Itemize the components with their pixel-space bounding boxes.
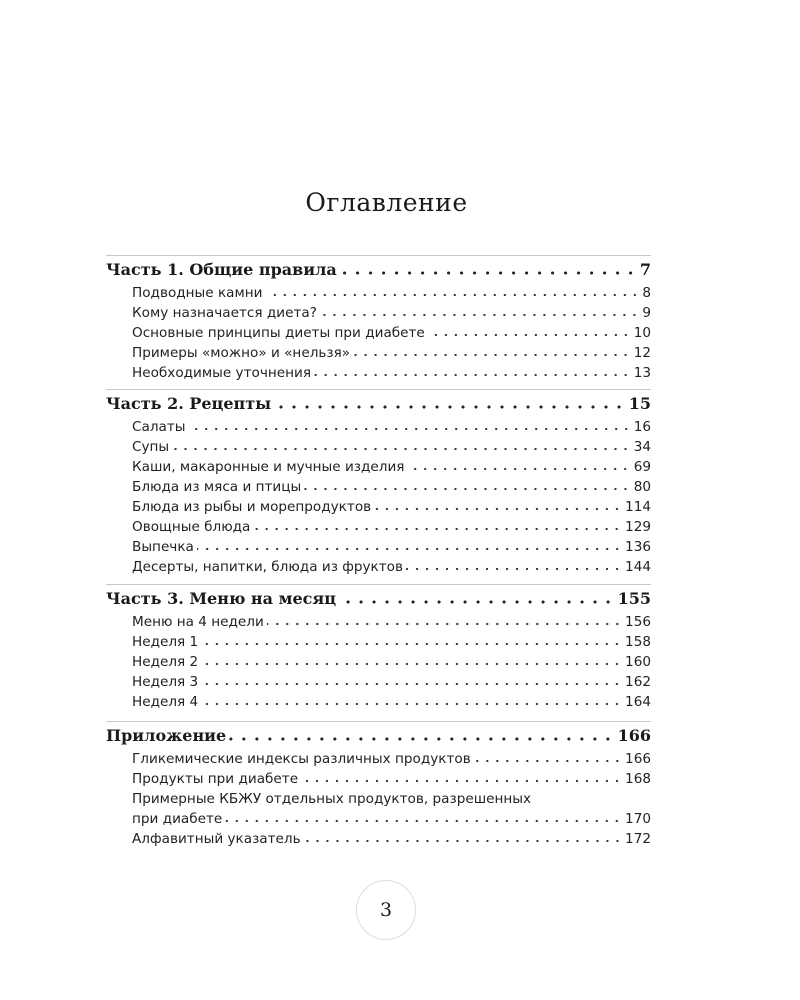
item-page: 158 <box>625 634 651 650</box>
page-title: Оглавление <box>305 188 468 217</box>
section-page: 15 <box>628 394 651 413</box>
item-page: 144 <box>625 559 651 575</box>
toc-item[interactable] <box>106 457 651 477</box>
item-title: Необходимые уточнения <box>132 365 312 381</box>
toc-item[interactable] <box>106 672 651 692</box>
toc-item[interactable] <box>106 692 651 712</box>
item-title: Неделя 3 <box>132 674 199 690</box>
item-title: Супы <box>132 439 170 455</box>
item-title: Десерты, напитки, блюда из фруктов <box>132 559 403 575</box>
section-page: 155 <box>617 589 651 608</box>
toc-section <box>106 721 651 849</box>
item-page: 170 <box>625 811 651 827</box>
item-page: 164 <box>625 694 651 710</box>
dot-leader <box>428 333 631 337</box>
dot-leader <box>253 527 622 531</box>
toc-item[interactable] <box>106 652 651 672</box>
item-title: Неделя 4 <box>132 694 199 710</box>
toc-item[interactable] <box>106 477 651 497</box>
item-page: 160 <box>625 654 651 670</box>
item-page: 13 <box>633 365 651 381</box>
item-title: Гликемические индексы различных продуктов <box>132 751 471 767</box>
toc-section-heading[interactable] <box>106 722 651 749</box>
dot-leader <box>340 271 637 275</box>
toc-item[interactable] <box>106 829 651 849</box>
item-title: Неделя 1 <box>132 634 199 650</box>
item-title: Продукты при диабете <box>132 771 299 787</box>
item-page: 156 <box>625 614 651 630</box>
dot-leader <box>201 682 622 686</box>
dot-leader <box>314 373 631 377</box>
item-title: Подводные камни <box>132 285 263 301</box>
item-page: 129 <box>625 519 651 535</box>
dot-leader <box>407 467 630 471</box>
toc-item[interactable] <box>106 283 651 303</box>
item-title: Блюда из рыбы и морепродуктов <box>132 499 372 515</box>
item-title: при диабете <box>132 811 223 827</box>
dot-leader <box>474 759 622 763</box>
toc-item[interactable] <box>106 437 651 457</box>
section-page: 166 <box>617 726 651 745</box>
toc-item[interactable] <box>106 517 651 537</box>
item-title: Примеры «можно» и «нельзя» <box>132 345 351 361</box>
section-page: 7 <box>639 260 651 279</box>
dot-leader <box>201 642 622 646</box>
dot-leader <box>274 405 626 409</box>
item-page: 69 <box>633 459 651 475</box>
dot-leader <box>172 447 631 451</box>
item-page: 136 <box>625 539 651 555</box>
dot-leader <box>229 737 614 741</box>
toc-item[interactable] <box>106 557 651 577</box>
toc-item[interactable] <box>106 303 651 323</box>
toc-item[interactable] <box>106 363 651 383</box>
dot-leader <box>201 702 622 706</box>
dot-leader <box>304 839 622 843</box>
toc-item-line[interactable]: Примерные КБЖУ отдельных продуктов, разрешенных <box>132 791 532 807</box>
dot-leader <box>304 487 630 491</box>
item-title: Салаты <box>132 419 186 435</box>
item-page: 9 <box>642 305 651 321</box>
toc-section-heading[interactable] <box>106 585 651 612</box>
dot-leader <box>374 507 622 511</box>
dot-leader <box>225 819 622 823</box>
toc-item[interactable] <box>106 749 651 769</box>
toc-section <box>106 584 651 712</box>
item-page: 16 <box>633 419 651 435</box>
item-title: Основные принципы диеты при диабете <box>132 325 425 341</box>
item-title: Меню на 4 недели <box>132 614 264 630</box>
item-page: 114 <box>625 499 651 515</box>
dot-leader <box>201 662 622 666</box>
item-page: 162 <box>625 674 651 690</box>
toc-item[interactable] <box>106 417 651 437</box>
dot-leader <box>189 427 631 431</box>
item-title: Каши, макаронные и мучные изделия <box>132 459 405 475</box>
item-page: 12 <box>633 345 651 361</box>
toc-section <box>106 389 651 577</box>
dot-leader <box>267 622 622 626</box>
item-page: 168 <box>625 771 651 787</box>
page-number <box>356 880 416 940</box>
dot-leader <box>266 293 640 297</box>
item-page: 10 <box>633 325 651 341</box>
toc-section-heading[interactable] <box>106 256 651 283</box>
toc-item[interactable] <box>106 323 651 343</box>
toc-section-heading[interactable] <box>106 390 651 417</box>
item-title: Неделя 2 <box>132 654 199 670</box>
section-title: Часть 3. Меню на месяц <box>106 589 337 608</box>
dot-leader <box>197 547 622 551</box>
item-title: Алфавитный указатель <box>132 831 301 847</box>
toc-item[interactable] <box>106 343 651 363</box>
toc-item[interactable] <box>106 497 651 517</box>
item-page: 8 <box>642 285 651 301</box>
section-title: Приложение <box>106 726 227 745</box>
toc-item[interactable] <box>106 612 651 632</box>
toc-item[interactable] <box>106 537 651 557</box>
toc-item[interactable] <box>106 632 651 652</box>
page-number-text: 3 <box>379 899 393 921</box>
item-page: 80 <box>633 479 651 495</box>
dot-leader <box>301 779 622 783</box>
item-title: Кому назначается диета? <box>132 305 317 321</box>
item-title: Выпечка <box>132 539 194 555</box>
dot-leader <box>353 353 631 357</box>
section-title: Часть 1. Общие правила <box>106 260 337 279</box>
dot-leader <box>406 567 622 571</box>
item-title: Блюда из мяса и птицы <box>132 479 302 495</box>
dot-leader <box>339 600 615 604</box>
dot-leader <box>320 313 639 317</box>
toc-section <box>106 255 651 383</box>
item-page: 34 <box>633 439 651 455</box>
item-page: 172 <box>625 831 651 847</box>
toc-item[interactable] <box>106 809 651 829</box>
item-title: Овощные блюда <box>132 519 251 535</box>
item-page: 166 <box>625 751 651 767</box>
toc-item[interactable] <box>106 769 651 789</box>
section-title: Часть 2. Рецепты <box>106 394 272 413</box>
